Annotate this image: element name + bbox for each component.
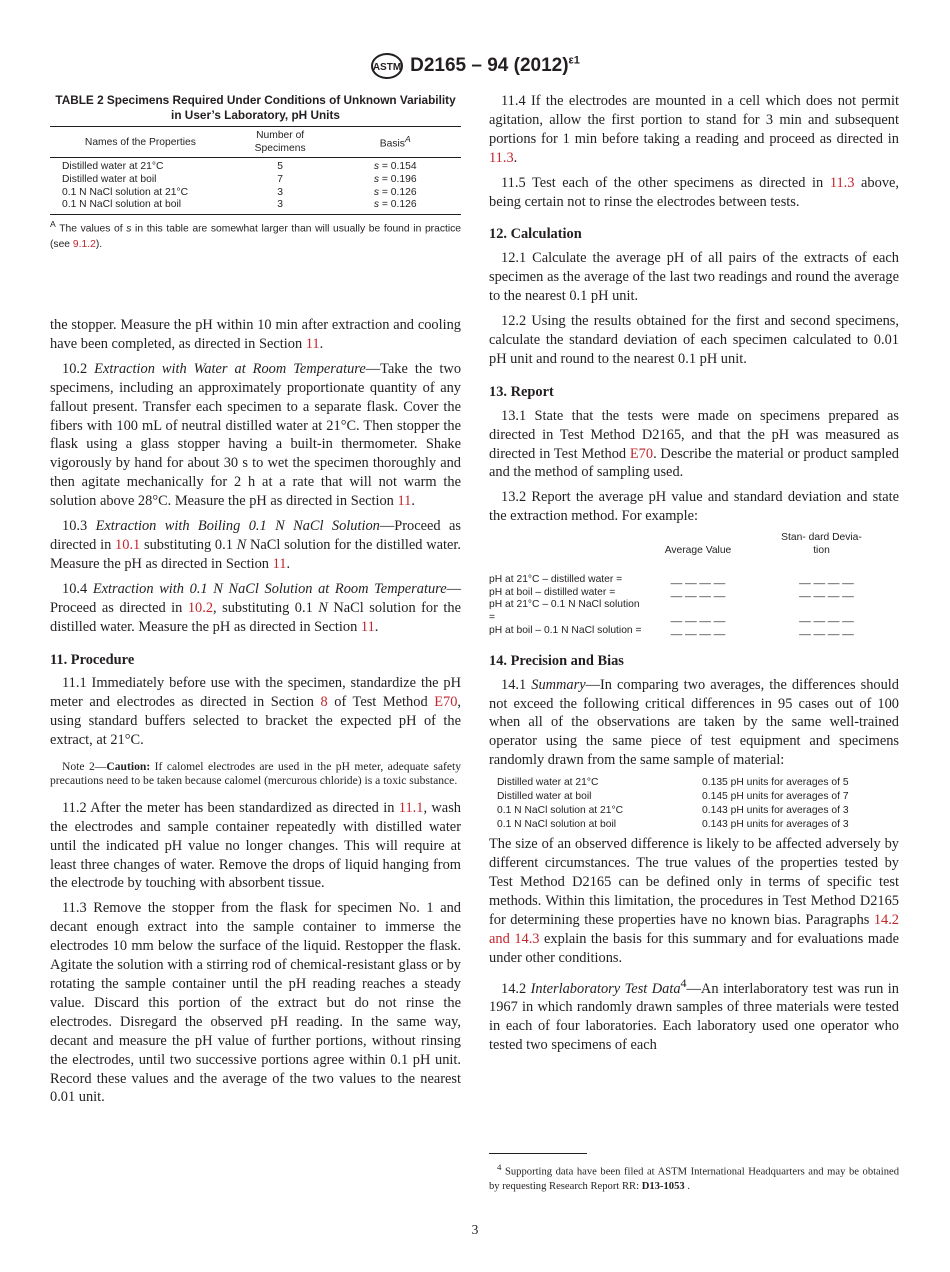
text-segment: 14.2	[501, 980, 531, 997]
text-segment: Extraction with Water at Room Temperature	[94, 360, 366, 377]
text-segment: —Proceed as directed in	[50, 518, 462, 553]
col-header-number: Number of Specimens	[231, 127, 330, 158]
cross-reference-link[interactable]: 11.3	[829, 174, 855, 191]
paragraph	[489, 174, 899, 212]
cross-reference-link[interactable]: 11	[272, 555, 287, 572]
text-segment: 11.2 After the meter has been standardized as directed in	[62, 799, 399, 816]
section-heading	[489, 225, 899, 244]
section-heading	[489, 383, 899, 402]
col-header-basis: Basis$^A$	[329, 127, 461, 158]
page-header	[0, 52, 950, 80]
precision-table	[497, 776, 899, 831]
paragraph	[50, 899, 461, 1107]
text-segment: .	[411, 493, 415, 510]
paragraph	[489, 249, 899, 306]
text-segment: 10.3	[62, 518, 96, 535]
text-segment: in this table are somewhat larger than will usually be found in practice (see	[50, 223, 461, 250]
text-segment: 12.2 Using the results obtained for the first and second specimens, calculate the standard deviation of each specimen calculated to 0.01 pH unit and round to the nearest 0.1 pH unit.	[489, 313, 899, 367]
text-segment: above, being certain not to rinse the electrodes between tests.	[489, 174, 899, 210]
specimen-count: 7	[277, 173, 283, 185]
report-row-label: pH at 21°C – 0.1 N NaCl solution =	[489, 599, 640, 624]
paragraph	[50, 316, 461, 354]
text-segment: Note 2—	[62, 760, 107, 774]
text-segment: ).	[95, 238, 103, 250]
paragraph	[489, 835, 899, 967]
avg-blank: __ __ __ __	[670, 612, 726, 624]
report-row	[489, 599, 899, 625]
text-segment: Extraction with Boiling 0.1 N NaCl Solution	[95, 518, 380, 535]
property-name: 0.1 N NaCl solution at 21°C	[62, 186, 189, 198]
text-segment: 13.2 Report the average pH value and standard deviation and state the extraction method. For example:	[489, 489, 899, 525]
report-example	[489, 532, 899, 638]
text-segment: the stopper. Measure the pH within 10 min after extraction and cooling have been completed, as directed in Section	[50, 317, 461, 352]
text-segment: 11.3 Remove the stopper from the flask for specimen No. 1 and decant enough extract into the sample container to immerse the electrodes 10 mm below the surface of the liquid. Restopper the flask. Agitate the solution with a stirring rod of chemical-resistant glass or by rotating the sample container until the pH reading reaches a steady value. Discard this portion of the extract but do not rinse the electrodes. Disregard the observed pH reading. In the same way, decant and measure the pH value of further portions, without rinsing the electrodes, until two successive portions agree within 0.1 pH unit. Record these values and the average of the two values to the nearest 0.01 unit.	[50, 900, 461, 1106]
table-2	[50, 93, 461, 252]
precision-row	[497, 818, 899, 832]
paragraph	[489, 676, 899, 771]
cross-reference-link[interactable]: 10.2	[187, 599, 214, 616]
text-segment: D13-1053	[641, 1181, 685, 1193]
text-segment: The values of	[55, 223, 127, 235]
text-segment: —Take the two specimens, including an approximately proportionate quantity of any fallout present. Transfer each specimen to a separate flask. Cover the fibers with 100 mL of neutral distilled water at 21°C. Then stopper the flask using a glass stopper having a built-in thermometer. Shake vigorously by hand for about 30 s to wet the specimen thoroughly and then agitate mechanically for 2 h at a rate that will not warm the solution above 28°C. Measure the pH as directed in Section	[50, 360, 462, 510]
paragraph	[50, 799, 461, 894]
text-segment: 12. Calculation	[489, 226, 582, 243]
basis-value: s = 0.126	[329, 199, 461, 214]
text-segment: substituting 0.1	[140, 536, 237, 553]
text-segment: explain the basis for this summary and for evaluations made under other conditions.	[489, 930, 899, 966]
paragraph	[50, 580, 461, 637]
text-segment: Summary	[531, 676, 586, 693]
specimen-count: 5	[277, 161, 283, 172]
text-segment: A	[50, 219, 56, 230]
property-name: Distilled water at boil	[497, 790, 592, 802]
cross-reference-link[interactable]: 11.1	[398, 799, 424, 816]
std-blank: __ __ __ __	[799, 586, 854, 598]
text-segment: 4	[680, 975, 687, 990]
specimen-count: 3	[231, 199, 330, 214]
text-segment: Interlaboratory Test Data	[530, 980, 681, 997]
critical-difference: 0.145 pH units for averages of 7	[702, 790, 849, 802]
text-segment: 13. Report	[489, 383, 554, 400]
critical-difference: 0.143 pH units for averages of 3	[702, 818, 849, 830]
designation-superscript: ε1	[568, 54, 580, 67]
critical-difference: 0.135 pH units for averages of 5	[702, 777, 849, 789]
text-segment: Supporting data have been filed at ASTM International Headquarters and may be obtained by requesting Research Report RR:	[489, 1166, 899, 1193]
text-segment: 14. Precision and Bias	[489, 652, 624, 669]
avg-blank: __ __ __ __	[670, 573, 726, 585]
critical-difference: 0.143 pH units for averages of 3	[702, 804, 849, 816]
property-name: Distilled water at 21°C	[497, 777, 599, 789]
left-column	[50, 316, 461, 1113]
std-dev-header: Stan- dard Devia- tion	[781, 532, 862, 556]
cross-reference-link[interactable]: 11	[305, 335, 320, 352]
paragraph	[489, 488, 899, 526]
text-segment: —Proceed as directed in	[50, 580, 462, 616]
text-segment: 13.1 State that the tests were made on specimens prepared as directed in Test Method D2165, and that the pH was measured as directed in Test Method	[489, 407, 899, 462]
cross-reference-link[interactable]: 11.3	[489, 149, 514, 166]
text-segment: of Test Method	[327, 694, 435, 711]
report-row-label: pH at boil – 0.1 N NaCl solution =	[489, 624, 642, 636]
text-segment: 10.4	[62, 580, 93, 597]
std-blank: __ __ __ __	[799, 573, 854, 585]
text-segment: 14.1	[501, 676, 532, 693]
text-segment: 4	[497, 1162, 502, 1172]
std-blank: __ __ __ __	[799, 612, 854, 624]
text-segment: , wash the electrodes and sample container repeatedly with distilled water until the indicated pH value no longer changes. This will require at least three changes of water. Remove the drops of liquid hanging from the electrode by touching with absorbent tissue.	[50, 799, 461, 892]
cross-reference-link[interactable]: 14.2 and 14.3	[489, 911, 899, 947]
text-segment: The size of an observed difference is likely to be affected adversely by different circumstances. The true values of the properties tested by Test Method D2165 can be defined only in terms of specific test methods. Within this limitation, the procedures in Test Method D2165 for determining these properties have no known bias. Paragraphs	[489, 836, 899, 928]
property-name: 0.1 N NaCl solution at 21°C	[497, 804, 624, 816]
report-row	[489, 587, 899, 600]
table-footnote	[50, 217, 461, 251]
text-segment: Extraction with 0.1 N NaCl Solution at Room Temperature	[92, 580, 447, 597]
designation: D2165 – 94 (2012)	[410, 55, 569, 77]
avg-blank: __ __ __ __	[670, 624, 726, 636]
text-segment: 11.1 Immediately before use with the specimen, standardize the pH meter and electrodes as directed in Section	[50, 675, 461, 711]
cross-reference-link[interactable]: E70	[434, 694, 458, 711]
text-segment: .	[319, 335, 324, 352]
text-segment: Caution:	[106, 760, 151, 774]
property-name: Distilled water at boil	[62, 173, 157, 185]
std-blank: __ __ __ __	[799, 624, 854, 636]
astm-logo-icon	[370, 52, 404, 80]
text-segment: N	[318, 599, 328, 616]
text-segment: .	[374, 618, 379, 635]
text-segment: .	[286, 555, 291, 572]
report-row	[489, 574, 899, 587]
property-name: Distilled water at 21°C	[62, 161, 164, 172]
cross-reference-link[interactable]: 11	[397, 493, 412, 510]
text-segment: 11.5 Test each of the other specimens as directed in	[501, 174, 830, 191]
text-segment: NaCl solution for the distilled water. Measure the pH as directed in Section	[50, 599, 461, 635]
basis-value: s = 0.154	[373, 161, 417, 172]
footnote-divider	[489, 1153, 587, 1154]
table-row	[50, 199, 461, 214]
note	[50, 760, 461, 789]
text-segment: .	[513, 149, 518, 166]
paragraph	[489, 974, 899, 1055]
text-segment: 11.4 If the electrodes are mounted in a cell which does not permit agitation, allow the first portion to stand for 3 min and subsequent portions for 1 min before taking a reading and proceed as directed in	[489, 93, 899, 147]
basis-value: s = 0.126	[373, 186, 417, 198]
cross-reference-link[interactable]: 8	[320, 694, 328, 711]
table-row	[50, 187, 461, 200]
text-segment: —In comparing two averages, the differences should not exceed the following critical differences in 95 cases out of 100 when all of the observations are taken by the same well-trained operator using the same piece of test equipment and specimens randomly drawn from the same sample of material:	[489, 676, 900, 769]
text-segment: 12.1 Calculate the average pH of all pairs of the extracts of each specimen as the average of the last two readings and round the average to the nearest 0.1 pH unit.	[489, 250, 899, 305]
paragraph	[489, 92, 899, 168]
paragraph	[50, 674, 461, 750]
section-heading	[489, 652, 899, 671]
cross-reference-link[interactable]: 10.1	[115, 536, 141, 553]
col-header-names: Names of the Properties	[50, 127, 231, 158]
paragraph	[50, 517, 461, 574]
text-segment: N	[236, 536, 247, 553]
text-segment: If calomel electrodes are used in the pH meter, adequate safety precautions need to be taken because calomel (mercurous chloride) is a toxic substance.	[50, 760, 462, 788]
right-column	[489, 92, 899, 1061]
text-segment: . Describe the material or product sampled and the method of sampling used.	[489, 445, 900, 481]
text-segment: —An interlaboratory test was run in 1967 in which randomly drawn samples of three materials were tested in each of four laboratories. Each laboratory used one operator who tested two specimens of each	[489, 980, 900, 1054]
section-heading	[50, 651, 461, 670]
property-name: 0.1 N NaCl solution at boil	[50, 199, 231, 214]
page-number: 3	[471, 1222, 479, 1237]
precision-row	[497, 804, 899, 818]
text-segment: , using standard buffers selected to bracket the expected pH of the extract, at 21°C.	[50, 694, 461, 749]
svg-text:ASTM: ASTM	[372, 62, 402, 73]
basis-value: s = 0.196	[373, 173, 417, 185]
text-segment: , substituting 0.1	[213, 599, 319, 616]
precision-row	[497, 776, 899, 790]
text-segment: 11. Procedure	[50, 651, 135, 668]
paragraph	[489, 312, 899, 369]
footnote-4	[489, 1160, 899, 1195]
property-name: 0.1 N NaCl solution at boil	[497, 818, 617, 830]
precision-row	[497, 790, 899, 804]
cross-reference-link[interactable]: E70	[629, 445, 654, 462]
paragraph	[489, 407, 899, 483]
table-caption: TABLE 2 Specimens Required Under Conditions of Unknown Variability in User’s Laboratory, pH Units	[55, 93, 456, 122]
text-segment: 10.2	[62, 360, 95, 377]
table-row	[50, 158, 461, 174]
report-row-label: pH at boil – distilled water =	[489, 586, 616, 598]
avg-value-header: Average Value	[664, 544, 732, 556]
text-segment: .	[684, 1181, 690, 1193]
paragraph	[50, 360, 461, 511]
report-row-label: pH at 21°C – distilled water =	[489, 573, 623, 585]
cross-reference-link[interactable]: 11	[360, 618, 375, 635]
specimen-count: 3	[277, 186, 283, 198]
text-segment: s	[126, 223, 132, 235]
report-row	[489, 625, 899, 638]
avg-blank: __ __ __ __	[670, 586, 726, 598]
cross-reference-link[interactable]: 9.1.2	[72, 238, 96, 250]
table-row	[50, 174, 461, 187]
text-segment: NaCl solution for the distilled water. Measure the pH as directed in Section	[50, 536, 461, 572]
